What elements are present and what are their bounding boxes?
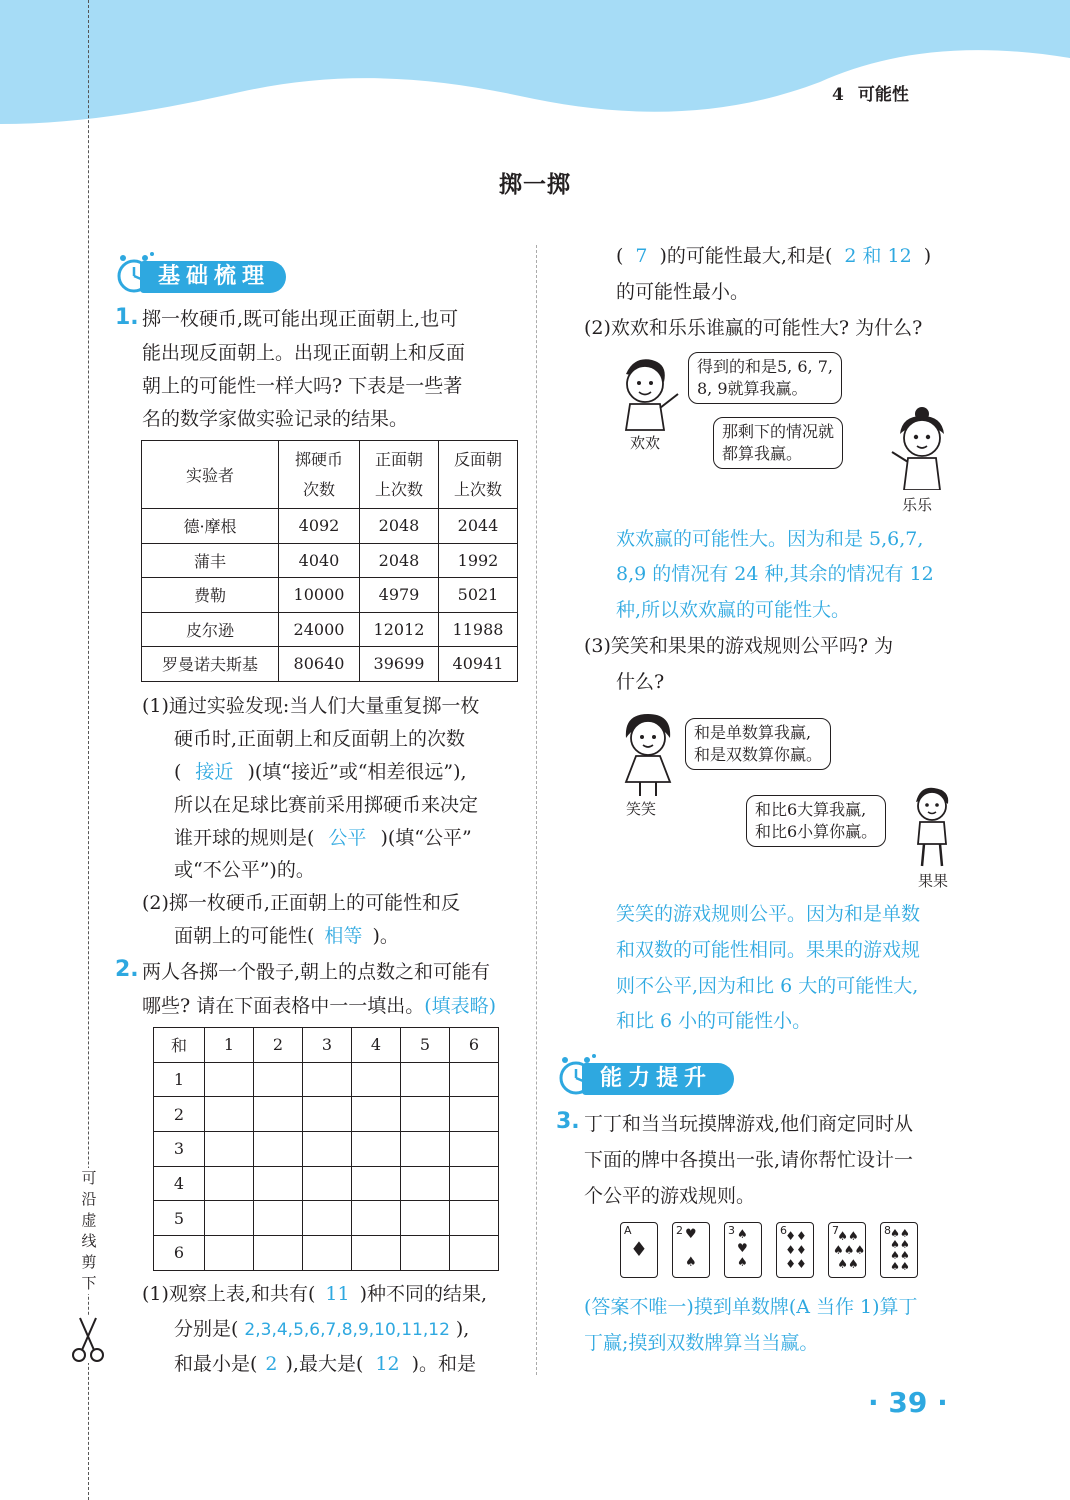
card-seven-spades-icon bbox=[828, 1222, 866, 1278]
section-title-ability: 能力提升 bbox=[582, 1063, 734, 1095]
girl-xiaoxiao-icon bbox=[614, 706, 684, 798]
table-cell: 费勒 bbox=[142, 578, 279, 613]
header-wave bbox=[0, 0, 1070, 140]
answer-text: 12 bbox=[375, 1353, 400, 1375]
blank-cell[interactable] bbox=[401, 1166, 450, 1201]
text: (1)观察上表,和共有( bbox=[142, 1283, 316, 1305]
table-cell: 罗曼诺夫斯基 bbox=[142, 647, 279, 682]
answer-text: 接近 bbox=[195, 761, 234, 783]
section-title-basic: 基础梳理 bbox=[140, 261, 286, 293]
table-row bbox=[142, 612, 518, 647]
table-cell: 4092 bbox=[279, 509, 360, 544]
blank-cell[interactable] bbox=[303, 1097, 352, 1132]
table-header-cell: 2 bbox=[254, 1028, 303, 1063]
section-banner-basic bbox=[114, 258, 294, 294]
blank-cell[interactable] bbox=[401, 1201, 450, 1236]
text: ) bbox=[923, 245, 932, 267]
table-cell: 40941 bbox=[439, 647, 518, 682]
table-cell: 5021 bbox=[439, 578, 518, 613]
bubble-line: 都算我赢。 bbox=[722, 444, 803, 463]
q2-part3-answer-line: 笑笑的游戏规则公平。因为和是单数 bbox=[616, 903, 921, 925]
card-rank: A bbox=[624, 1224, 632, 1237]
table-header-cell: 5 bbox=[401, 1028, 450, 1063]
table-row bbox=[154, 1062, 499, 1097]
table-cell: 4040 bbox=[279, 543, 360, 578]
q1-text-line: 朝上的可能性一样大吗? 下表是一些著 bbox=[142, 375, 463, 397]
cut-instruction bbox=[80, 1168, 98, 1294]
text: )(填“接近”或“相差很远”), bbox=[247, 761, 467, 783]
blank-cell[interactable] bbox=[254, 1236, 303, 1271]
q3-text-line: 个公平的游戏规则。 bbox=[584, 1185, 756, 1207]
text: ),最大是( bbox=[285, 1353, 364, 1375]
table-cell: 2048 bbox=[360, 543, 439, 578]
question-number-2: 2. bbox=[115, 957, 139, 982]
table-row bbox=[154, 1201, 499, 1236]
header-line: 正面朝 bbox=[374, 449, 423, 469]
blank-cell[interactable] bbox=[254, 1201, 303, 1236]
blank-cell[interactable] bbox=[352, 1062, 401, 1097]
blank-cell[interactable] bbox=[450, 1132, 499, 1167]
table-row bbox=[154, 1236, 499, 1271]
table-header-cell: 和 bbox=[154, 1028, 205, 1063]
q1-part1-line: 所以在足球比赛前采用掷硬币来决定 bbox=[174, 794, 479, 816]
q1-part1-line bbox=[174, 759, 467, 785]
blank-cell[interactable] bbox=[254, 1132, 303, 1167]
q3-text-line: 下面的牌中各摸出一张,请你帮忙设计一 bbox=[584, 1149, 914, 1171]
column-divider bbox=[536, 245, 537, 1375]
boy-guoguo-icon bbox=[906, 782, 958, 868]
blank-cell[interactable] bbox=[205, 1236, 254, 1271]
text: )。 bbox=[372, 925, 399, 947]
cut-char: 沿 bbox=[81, 1190, 97, 1208]
table-cell: 39699 bbox=[360, 647, 439, 682]
heart-icon: ♥ bbox=[685, 1227, 697, 1242]
blank-cell[interactable] bbox=[401, 1132, 450, 1167]
blank-cell[interactable] bbox=[205, 1097, 254, 1132]
bubble-line: 8, 9就算我赢。 bbox=[697, 379, 808, 398]
section-banner-ability bbox=[556, 1060, 736, 1096]
table-cell: 2048 bbox=[360, 509, 439, 544]
text: )的可能性最大,和是( bbox=[659, 245, 833, 267]
table-cell: 80640 bbox=[279, 647, 360, 682]
blank-cell[interactable] bbox=[254, 1097, 303, 1132]
row-label: 3 bbox=[154, 1132, 205, 1167]
answer-text: 11 bbox=[325, 1283, 350, 1305]
q2-part2-answer-line: 8,9 的情况有 24 种,其余的情况有 12 bbox=[616, 563, 934, 585]
cut-char: 下 bbox=[81, 1274, 97, 1292]
q2-part3-answer-line: 则不公平,因为和比 6 大的可能性大, bbox=[616, 975, 919, 997]
q1-part2-line bbox=[174, 923, 399, 949]
q1-text-line: 能出现反面朝上。出现正面朝上和反面 bbox=[142, 342, 466, 364]
row-label: 2 bbox=[154, 1097, 205, 1132]
q3-text-line: 丁丁和当当玩摸牌游戏,他们商定同时从 bbox=[584, 1113, 914, 1135]
blank-cell[interactable] bbox=[254, 1166, 303, 1201]
row-label: 6 bbox=[154, 1236, 205, 1271]
table-cell: 1992 bbox=[439, 543, 518, 578]
cut-char: 线 bbox=[81, 1232, 97, 1250]
table-header-cell: 6 bbox=[450, 1028, 499, 1063]
header-line: 掷硬币 bbox=[294, 449, 343, 469]
q2-part2-answer-line: 种,所以欢欢赢的可能性大。 bbox=[616, 599, 851, 621]
answer-text: 相等 bbox=[324, 925, 363, 947]
card-rank: 8 bbox=[884, 1224, 891, 1237]
page-title: 掷一掷 bbox=[499, 172, 571, 198]
card-eight-spades-icon bbox=[880, 1222, 918, 1278]
table-row bbox=[142, 543, 518, 578]
cut-char: 剪 bbox=[81, 1253, 97, 1271]
answer-text: (填表略) bbox=[424, 995, 497, 1017]
answer-text: 2 bbox=[265, 1353, 278, 1375]
table-header-cell bbox=[279, 441, 360, 509]
q3-answer-line: (答案不唯一)摸到单数牌(A 当作 1)算丁 bbox=[584, 1296, 918, 1318]
answer-text: 公平 bbox=[328, 827, 367, 849]
bubble-line: 那剩下的情况就 bbox=[722, 422, 835, 441]
blank-cell[interactable] bbox=[352, 1132, 401, 1167]
heart-icon: ♥ bbox=[737, 1241, 748, 1255]
q1-text-line: 掷一枚硬币,既可能出现正面朝上,也可 bbox=[142, 308, 459, 330]
speech-bubble-guoguo bbox=[746, 795, 886, 847]
spade-icon: ♦ bbox=[630, 1237, 648, 1261]
q2-part2-question: (2)欢欢和乐乐谁赢的可能性大? 为什么? bbox=[584, 317, 923, 339]
answer-text: 2 和 12 bbox=[844, 245, 912, 267]
q2-part3-question: (3)笑笑和果果的游戏规则公平吗? 为 bbox=[584, 635, 894, 657]
answer-text: 7 bbox=[635, 245, 648, 267]
speech-bubble-lele bbox=[713, 417, 843, 469]
table-header-cell: 3 bbox=[303, 1028, 352, 1063]
q2-part3-question: 什么? bbox=[616, 671, 665, 693]
table-cell: 11988 bbox=[439, 612, 518, 647]
q2-part3-answer-line: 和双数的可能性相同。果果的游戏规 bbox=[616, 939, 921, 961]
text: )(填“公平” bbox=[380, 827, 472, 849]
blank-cell[interactable] bbox=[352, 1097, 401, 1132]
text: 面朝上的可能性( bbox=[174, 925, 315, 947]
text: ), bbox=[455, 1318, 470, 1340]
header-line: 次数 bbox=[302, 479, 335, 499]
table-header-row bbox=[154, 1028, 499, 1063]
q2-part2-answer-line: 欢欢赢的可能性大。因为和是 5,6,7, bbox=[616, 528, 924, 550]
spade-icon: ♠ bbox=[685, 1255, 697, 1270]
text: ( bbox=[174, 761, 182, 783]
q2-part1-line bbox=[174, 1316, 469, 1343]
table-row bbox=[142, 509, 518, 544]
row-label: 1 bbox=[154, 1062, 205, 1097]
table-cell: 12012 bbox=[360, 612, 439, 647]
text: )。和是 bbox=[411, 1353, 476, 1375]
name-huanhuan: 欢欢 bbox=[630, 434, 661, 452]
row-label: 4 bbox=[154, 1166, 205, 1201]
table-cell: 10000 bbox=[279, 578, 360, 613]
blank-cell[interactable] bbox=[303, 1236, 352, 1271]
table-cell: 皮尔逊 bbox=[142, 612, 279, 647]
card-two-spades-icon bbox=[672, 1222, 710, 1278]
q2-text-line bbox=[142, 993, 496, 1019]
blank-cell[interactable] bbox=[401, 1062, 450, 1097]
table-cell: 德·摩根 bbox=[142, 509, 279, 544]
blank-cell[interactable] bbox=[205, 1201, 254, 1236]
blank-cell[interactable] bbox=[254, 1062, 303, 1097]
card-rank: 3 bbox=[728, 1224, 735, 1237]
spade-icon: ♠ bbox=[737, 1227, 748, 1241]
blank-cell[interactable] bbox=[303, 1201, 352, 1236]
blank-cell[interactable] bbox=[303, 1166, 352, 1201]
cut-char: 可 bbox=[81, 1169, 97, 1187]
coin-experiment-table bbox=[141, 440, 518, 682]
blank-cell[interactable] bbox=[352, 1201, 401, 1236]
card-three-hearts-icon bbox=[724, 1222, 762, 1278]
question-number-1: 1. bbox=[115, 305, 139, 330]
table-row bbox=[154, 1097, 499, 1132]
page-number: · 39 · bbox=[868, 1386, 948, 1419]
chapter-title: 可能性 bbox=[857, 85, 909, 105]
q1-part1-line: (1)通过实验发现:当人们大量重复掷一枚 bbox=[142, 695, 480, 717]
text: 和最小是( bbox=[174, 1353, 258, 1375]
scissors-icon bbox=[70, 1315, 106, 1363]
table-cell: 2044 bbox=[439, 509, 518, 544]
name-guoguo: 果果 bbox=[918, 872, 949, 890]
blank-cell[interactable] bbox=[205, 1132, 254, 1167]
q1-part1-line: 或“不公平”)的。 bbox=[174, 859, 315, 881]
speech-bubble-huanhuan bbox=[688, 352, 842, 404]
question-number-3: 3. bbox=[556, 1109, 580, 1134]
card-six-diamonds-icon bbox=[776, 1222, 814, 1278]
row-label: 5 bbox=[154, 1201, 205, 1236]
blank-cell[interactable] bbox=[205, 1166, 254, 1201]
table-header-cell: 实验者 bbox=[142, 441, 279, 509]
chapter-number: 4 bbox=[832, 85, 844, 105]
card-rank: 2 bbox=[676, 1224, 683, 1237]
table-header-cell bbox=[360, 441, 439, 509]
bubble-line: 和是双数算你赢。 bbox=[694, 745, 823, 764]
table-header-row bbox=[142, 441, 518, 509]
spade-icon: ♠♠ ♠♠ ♠♠ ♠♠ bbox=[890, 1227, 910, 1273]
card-rank: 6 bbox=[780, 1224, 787, 1237]
q2-part1-line bbox=[174, 1351, 476, 1377]
table-row bbox=[142, 578, 518, 613]
q2-right-line: 的可能性最小。 bbox=[616, 281, 750, 303]
text: 哪些? 请在下面表格中一一填出。 bbox=[142, 995, 425, 1017]
girl-lele-icon bbox=[886, 404, 956, 490]
q1-part2-line: (2)掷一枚硬币,正面朝上的可能性和反 bbox=[142, 892, 460, 914]
text: )种不同的结果, bbox=[359, 1283, 488, 1305]
q2-part1-line bbox=[142, 1281, 487, 1307]
text: 谁开球的规则是( bbox=[174, 827, 315, 849]
blank-cell[interactable] bbox=[450, 1236, 499, 1271]
chapter-label bbox=[832, 80, 909, 105]
table-row bbox=[154, 1132, 499, 1167]
table-cell: 4979 bbox=[360, 578, 439, 613]
table-row bbox=[142, 647, 518, 682]
text: ( bbox=[616, 245, 624, 267]
q2-part3-answer-line: 和比 6 小的可能性小。 bbox=[616, 1010, 812, 1032]
bubble-line: 和比6大算我赢, bbox=[755, 800, 867, 819]
q2-text-line: 两人各掷一个骰子,朝上的点数之和可能有 bbox=[142, 961, 491, 983]
bubble-line: 和是单数算我赢, bbox=[694, 723, 812, 742]
bubble-line: 和比6小算你赢。 bbox=[755, 822, 878, 841]
table-cell: 24000 bbox=[279, 612, 360, 647]
blank-cell[interactable] bbox=[450, 1166, 499, 1201]
answer-text: 2,3,4,5,6,7,8,9,10,11,12 bbox=[244, 1320, 450, 1340]
speech-bubble-xiaoxiao bbox=[685, 718, 831, 770]
diamond-icon: ♦♦ ♦♦ ♦♦ bbox=[785, 1229, 807, 1271]
blank-cell[interactable] bbox=[352, 1236, 401, 1271]
header-line: 上次数 bbox=[374, 479, 423, 499]
table-header-cell bbox=[439, 441, 518, 509]
blank-cell[interactable] bbox=[450, 1097, 499, 1132]
spade-icon: ♠ bbox=[737, 1255, 748, 1269]
q2-right-line bbox=[616, 243, 931, 269]
boy-huanhuan-icon bbox=[612, 352, 684, 432]
blank-cell[interactable] bbox=[401, 1236, 450, 1271]
q1-part1-line bbox=[174, 825, 472, 851]
q1-text-line: 名的数学家做实验记录的结果。 bbox=[142, 408, 409, 430]
bubble-line: 得到的和是5, 6, 7, bbox=[697, 357, 833, 376]
blank-cell[interactable] bbox=[205, 1062, 254, 1097]
blank-cell[interactable] bbox=[450, 1062, 499, 1097]
text: 分别是( bbox=[174, 1318, 239, 1340]
table-header-cell: 4 bbox=[352, 1028, 401, 1063]
q1-part1-line: 硬币时,正面朝上和反面朝上的次数 bbox=[174, 728, 466, 750]
table-header-cell: 1 bbox=[205, 1028, 254, 1063]
dice-sum-table bbox=[153, 1027, 499, 1271]
name-lele: 乐乐 bbox=[902, 496, 933, 514]
table-cell: 蒲丰 bbox=[142, 543, 279, 578]
card-rank: 7 bbox=[832, 1224, 839, 1237]
name-xiaoxiao: 笑笑 bbox=[626, 800, 657, 818]
blank-cell[interactable] bbox=[450, 1201, 499, 1236]
spade-icon: ♠♠ ♠♠♠ ♠♠ bbox=[833, 1229, 866, 1271]
card-ace-spades-icon bbox=[620, 1222, 658, 1278]
header-line: 反面朝 bbox=[453, 449, 502, 469]
blank-cell[interactable] bbox=[303, 1132, 352, 1167]
q3-answer-line: 丁赢;摸到双数牌算当当赢。 bbox=[584, 1332, 819, 1354]
table-row bbox=[154, 1166, 499, 1201]
blank-cell[interactable] bbox=[352, 1166, 401, 1201]
blank-cell[interactable] bbox=[303, 1062, 352, 1097]
header-line: 上次数 bbox=[453, 479, 502, 499]
blank-cell[interactable] bbox=[401, 1097, 450, 1132]
cut-char: 虚 bbox=[81, 1211, 97, 1229]
